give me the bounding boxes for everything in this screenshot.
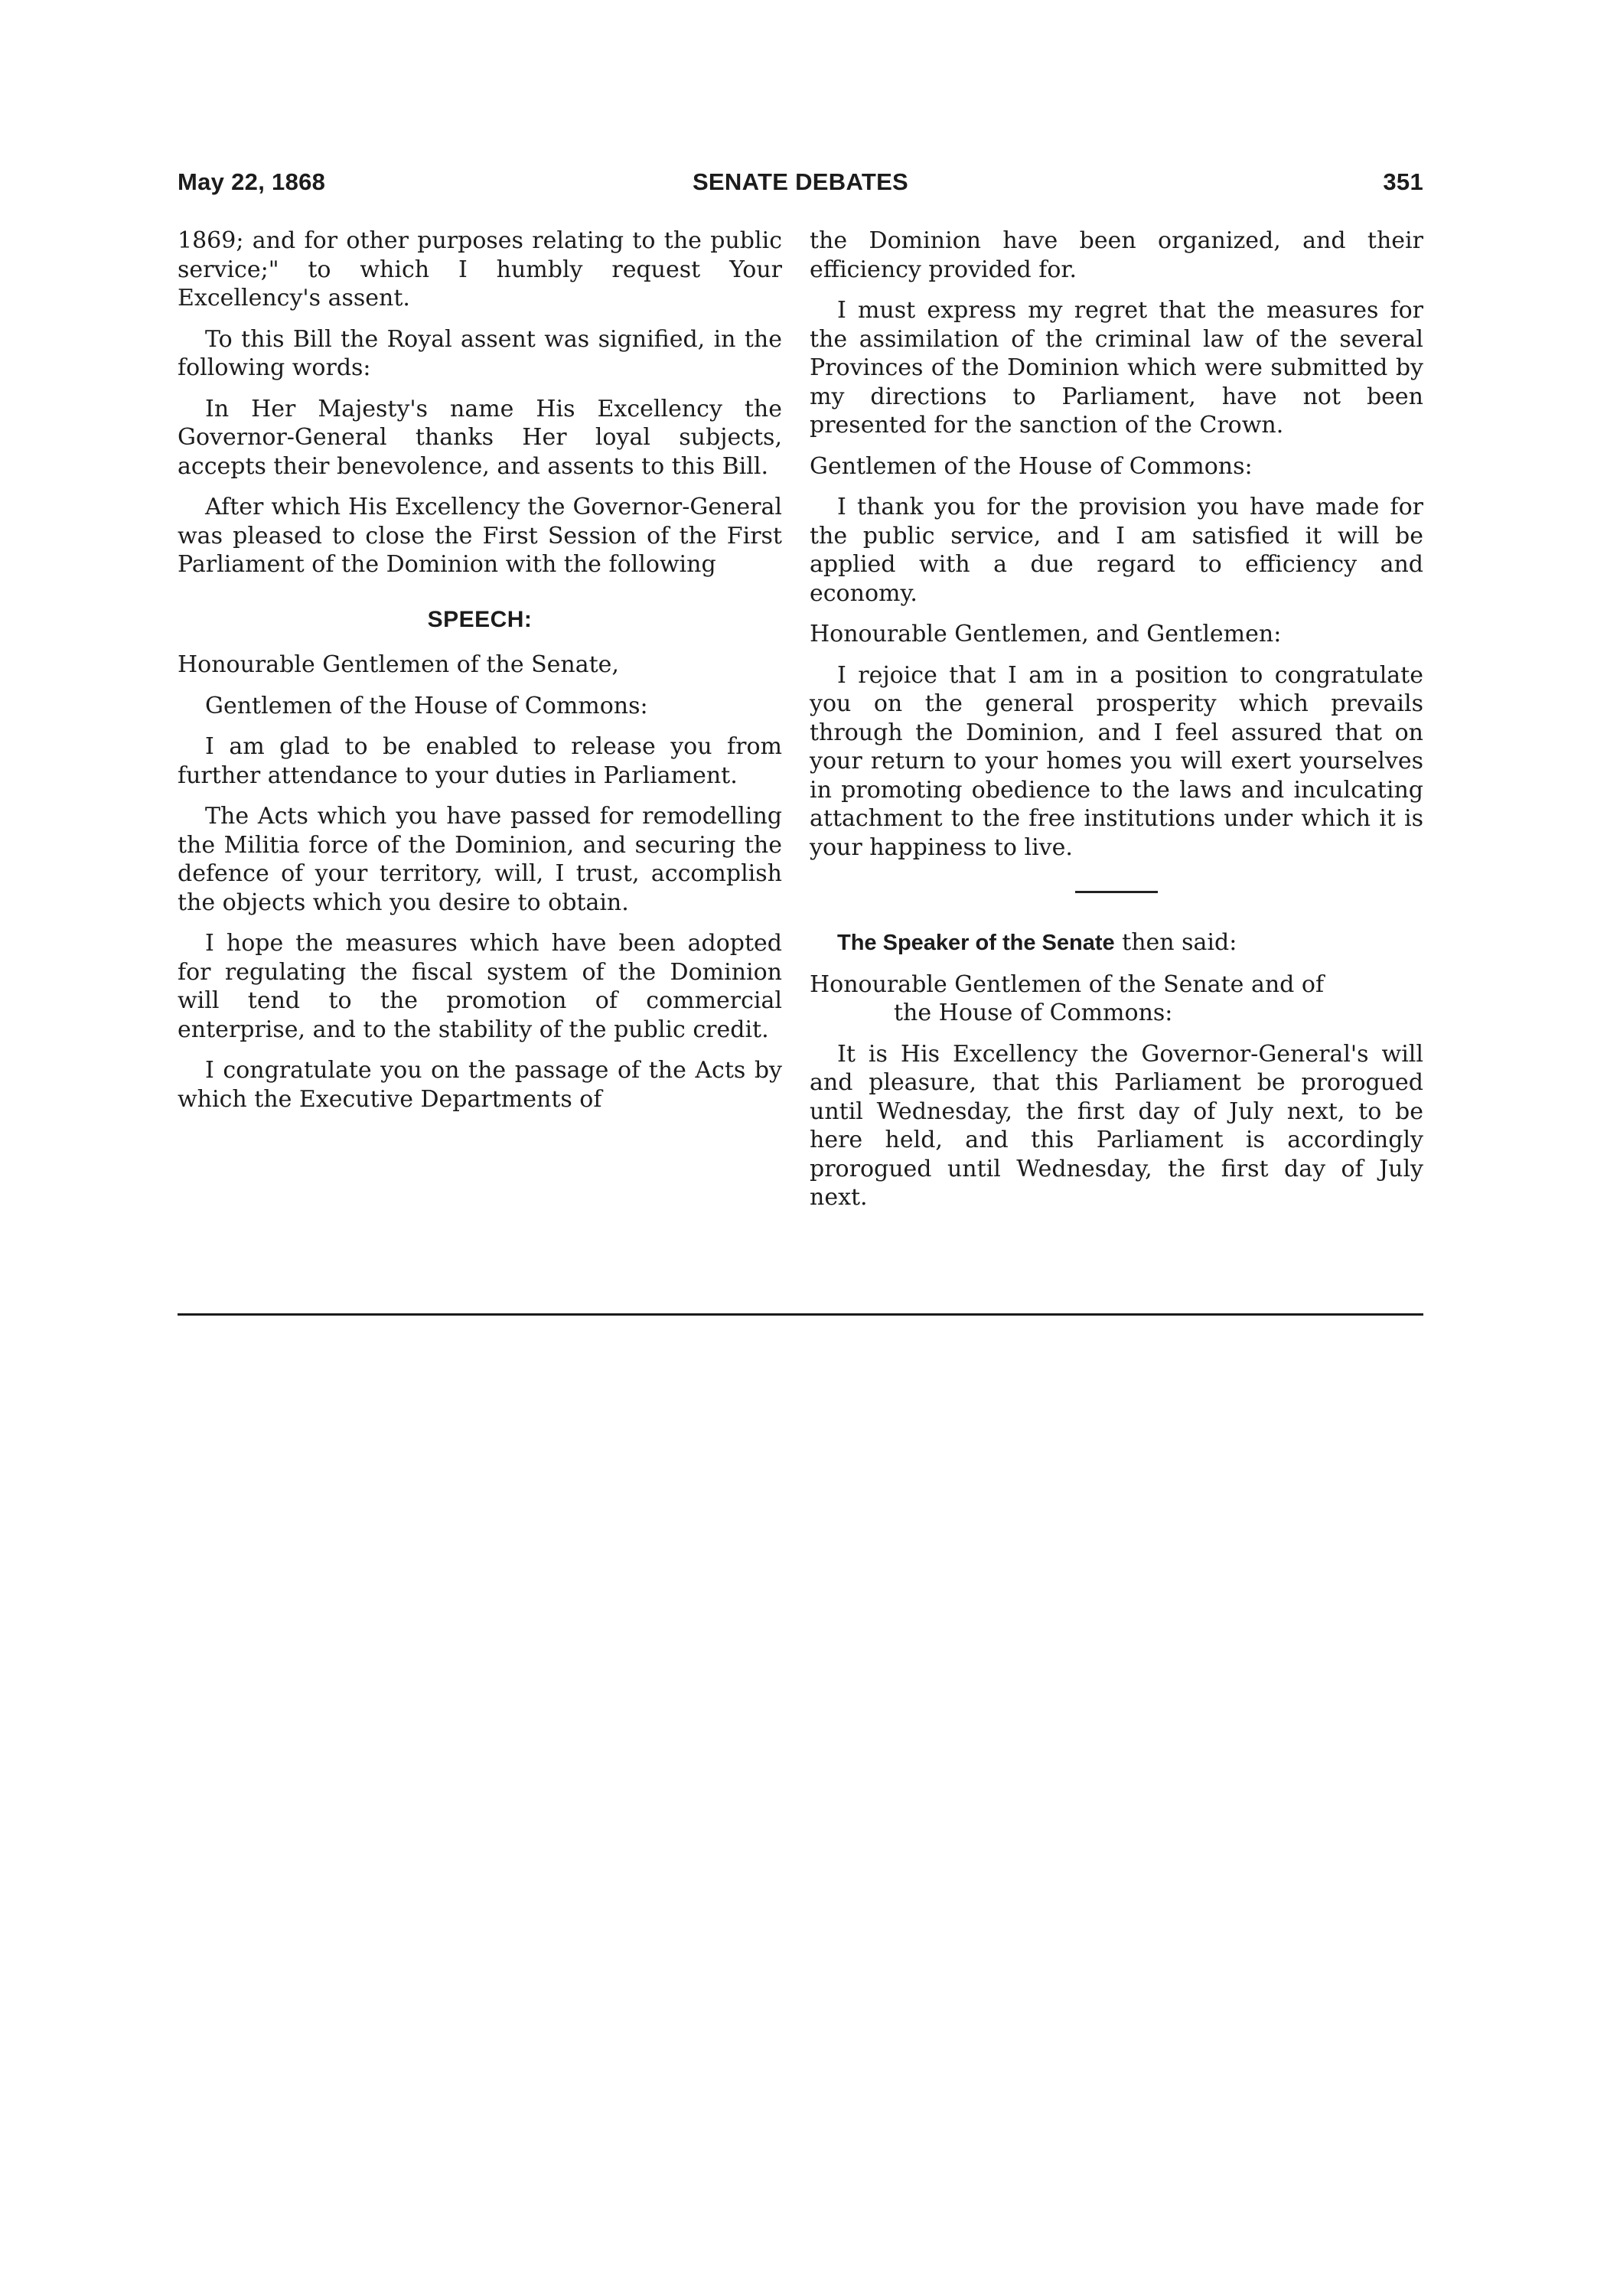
- address-line-first: Honourable Gentlemen of the Senate and of: [810, 970, 1325, 998]
- paragraph: I congratulate you on the passage of the Acts by which the Executive Departments of: [178, 1057, 782, 1113]
- paragraph: The Acts which you have passed for remodelling the Militia force of the Dominion, and securing the defence of your territory, will, I trust, accomplish the objects which you desire to obtain.: [178, 803, 782, 916]
- paragraph: To this Bill the Royal assent was signified, in the following words:: [178, 325, 782, 381]
- paragraph: In Her Majesty's name His Excellency the Governor-General thanks Her loyal subjects, accepts their benevolence, and assents to this Bill.: [178, 395, 782, 480]
- paragraph: I rejoice that I am in a position to congratulate you on the general prosperity which prevails through the Dominion, and I feel assured that on your return to your homes you will exert yourselves in promoting obedience to the laws and inculcating attachment to the free institutions under which it is your happiness to live.: [810, 661, 1423, 861]
- paragraph: 1869; and for other purposes relating to the public service;" to which I humbly request Your Excellency's assent.: [178, 227, 782, 311]
- paragraph: After which His Excellency the Governor-General was pleased to close the First Session of the First Parliament of the Dominion with the following: [178, 494, 782, 578]
- header-title: SENATE DEBATES: [692, 168, 909, 195]
- paragraph: the Dominion have been organized, and their efficiency provided for.: [810, 227, 1423, 283]
- header-date: May 22, 1868: [178, 168, 326, 195]
- header-page-number: 351: [1383, 168, 1423, 195]
- section-divider: [1075, 891, 1158, 893]
- speech-heading: SPEECH:: [427, 606, 533, 632]
- address-line: Gentlemen of the House of Commons:: [810, 452, 1253, 480]
- paragraph: I thank you for the provision you have made for the public service, and I am satisfied it will be applied with a due regard to efficiency and economy.: [810, 494, 1423, 607]
- left-column: [178, 227, 782, 1126]
- paragraph: I hope the measures which have been adopted for regulating the fiscal system of the Dominion will tend to the promotion of commercial enterprise, and to the stability of the public credit.: [178, 930, 782, 1043]
- footer-rule: [178, 1313, 1423, 1316]
- running-header: [178, 168, 1423, 202]
- paragraph: I am glad to be enabled to release you from further attendance to your duties in Parliament.: [178, 733, 782, 789]
- address-line: [810, 970, 1423, 1028]
- document-page: [178, 168, 1423, 1211]
- speaker-label: The Speaker of the Senate: [837, 931, 1115, 955]
- address-line: Honourable Gentlemen, and Gentlemen:: [810, 621, 1282, 647]
- address-line-rest: the House of Commons:: [894, 1000, 1173, 1026]
- address-line: Honourable Gentlemen of the Senate,: [178, 651, 619, 678]
- speaker-then-said: then said:: [1114, 929, 1237, 956]
- paragraph: I must express my regret that the measures for the assimilation of the criminal law of the several Provinces of the Dominion which were submitted by my directions to Parliament, have not been presented for the sanction of the Crown.: [810, 297, 1423, 439]
- right-column: [810, 227, 1423, 1225]
- address-line: Gentlemen of the House of Commons:: [205, 692, 648, 719]
- speaker-line: [810, 928, 1423, 958]
- paragraph: It is His Excellency the Governor-General's will and pleasure, that this Parliament be prorogued until Wednesday, the first day of July next, to be here held, and this Parliament is accordingly prorogued until Wednesday, the first day of July next.: [810, 1040, 1423, 1211]
